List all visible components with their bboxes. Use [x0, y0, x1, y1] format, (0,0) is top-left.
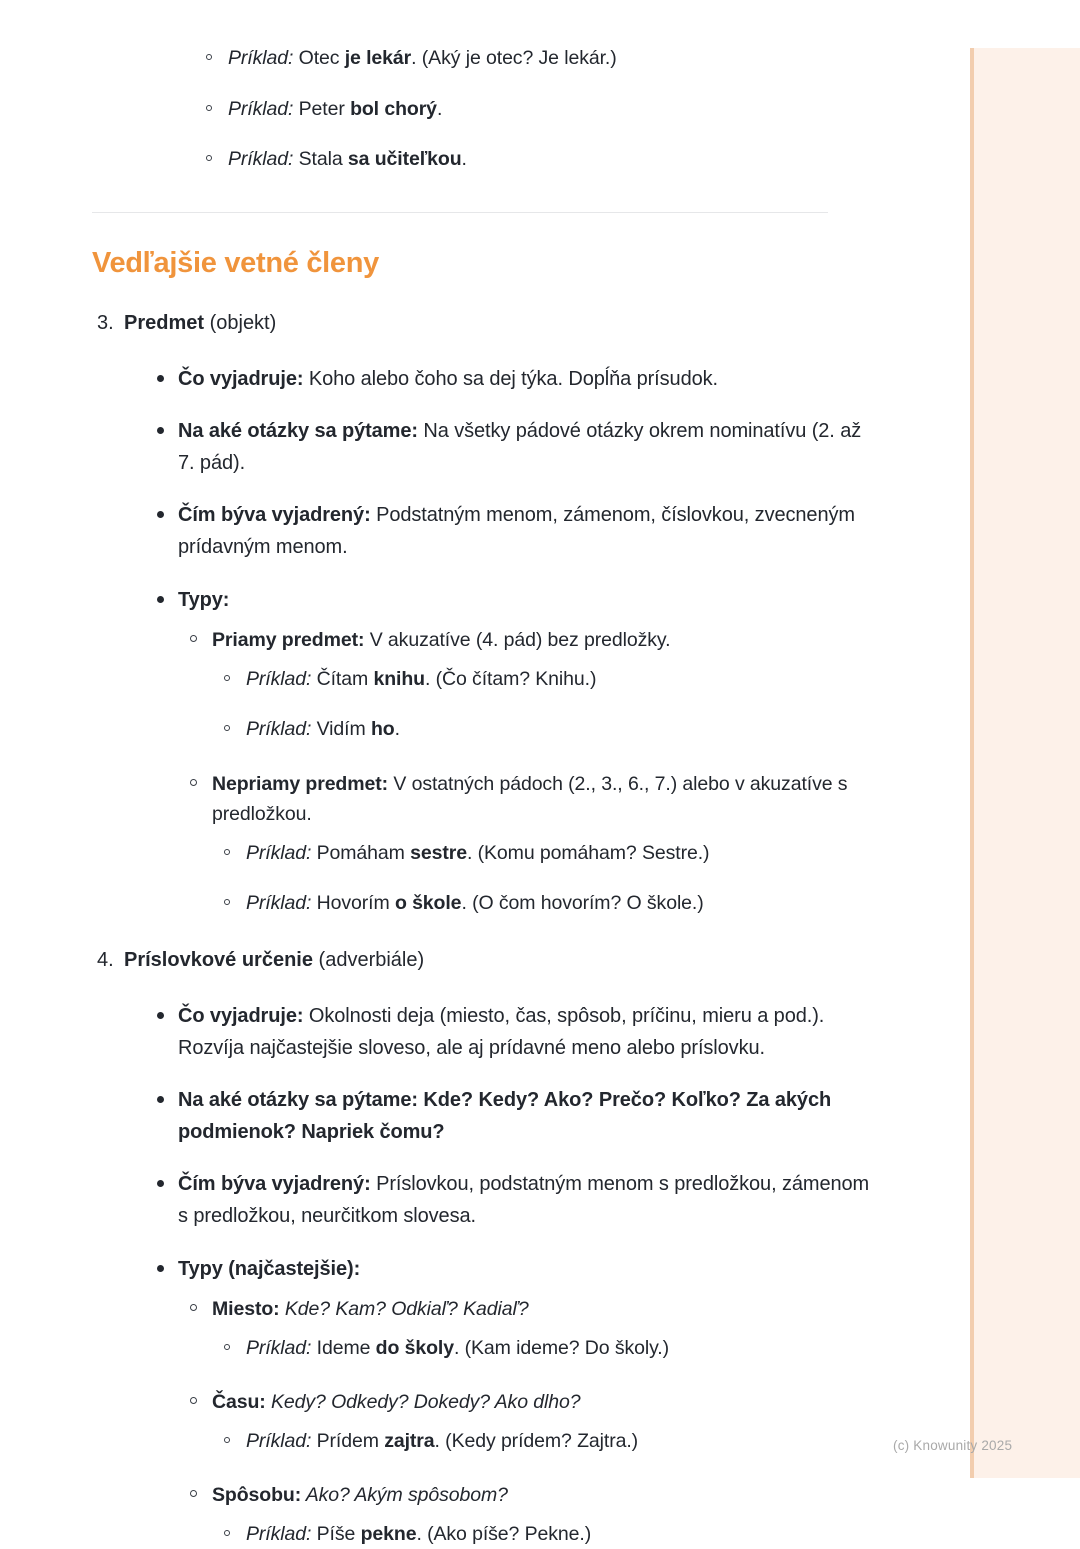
example-text-after: . — [461, 148, 467, 171]
example-text-after: . (Komu pomáham? Sestre.) — [467, 841, 710, 864]
item-title: Predmet — [124, 311, 205, 334]
example-label: Príklad: — [228, 47, 294, 69]
example-item — [220, 1427, 880, 1457]
list-item — [92, 308, 880, 919]
subtype-item — [186, 1294, 880, 1363]
bullet-label: Typy: — [178, 588, 230, 611]
bullet-body: Príslovkou, podstatným menom s predložkou, zámenom s predložkou, neurčitkom slovesa. — [178, 1173, 870, 1227]
example-item — [220, 715, 880, 745]
list-number: 4. — [97, 948, 114, 971]
subtype-body: Kde? Kam? Odkiaľ? Kadiaľ? — [279, 1298, 529, 1321]
example-text-after: . (Ako píše? Pekne.) — [416, 1522, 592, 1545]
subtype-label: Času: — [212, 1391, 266, 1414]
bullet-item — [152, 500, 880, 563]
subtype-body: V akuzatíve (4. pád) bez predložky. — [364, 629, 671, 652]
bullet-label: Na aké otázky sa pýtame: — [178, 420, 418, 443]
item-subtitle: (adverbiále) — [312, 948, 425, 971]
example-label: Príklad: — [228, 97, 294, 120]
example-text-after: . (Kam ideme? Do školy.) — [453, 1336, 670, 1359]
bullet-item — [152, 1254, 880, 1549]
example-text-after: . — [436, 97, 443, 120]
subtype-label: Priamy predmet: — [212, 629, 365, 652]
example-text-before: Peter — [293, 97, 351, 120]
example-list — [220, 839, 880, 919]
example-label: Príklad: — [246, 841, 312, 864]
example-item — [220, 1334, 880, 1364]
bullet-label: Čo vyjadruje: — [178, 1004, 304, 1027]
bullet-body: Na všetky pádové otázky okrem nominatívu (2. až 7. pád). — [178, 420, 862, 474]
example-text-after: . (Čo čítam? Knihu.) — [424, 667, 597, 690]
bullet-body: Koho alebo čoho sa dej týka. Dopĺňa prísudok. — [303, 367, 718, 390]
example-text-after: . (Kedy prídem? Zajtra.) — [434, 1429, 639, 1452]
example-text-after: . (Aký je otec? Je lekár.) — [411, 47, 617, 69]
subtype-item — [186, 625, 880, 745]
example-bold: o škole — [394, 892, 462, 915]
bullet-item — [152, 1169, 880, 1232]
subtype-body: Ako? Akým spôsobom? — [301, 1484, 508, 1507]
bullet-body: Okolnosti deja (miesto, čas, spôsob, príčinu, mieru a pod.). Rozvíja najčastejšie sloveso, ale aj prídavné meno alebo príslovku. — [178, 1004, 825, 1059]
example-label: Príklad: — [246, 1429, 312, 1452]
bullet-label: Na aké otázky sa pýtame: Kde? Kedy? Ako? Prečo? Koľko? Za akých podmienok? Napriek čomu? — [178, 1089, 832, 1143]
example-label: Príklad: — [246, 892, 312, 915]
numbered-list — [92, 308, 880, 1549]
example-label: Príklad: — [246, 1336, 312, 1359]
example-text-before: Prídem — [311, 1429, 385, 1452]
list-number: 3. — [97, 311, 114, 334]
subtype-label: Nepriamy predmet: — [212, 772, 389, 795]
example-text-after: . — [394, 718, 400, 741]
top-examples-list — [202, 44, 880, 175]
bullet-label: Typy (najčastejšie): — [178, 1257, 361, 1280]
bullet-list — [152, 364, 880, 919]
example-text-before: Pomáham — [311, 841, 411, 864]
example-item — [220, 889, 880, 919]
example-bold: ho — [370, 718, 395, 741]
subtype-body: V ostatných pádoch (2., 3., 6., 7.) alebo v akuzatíve s predložkou. — [212, 772, 848, 826]
bullet-item — [152, 364, 880, 396]
example-bold: pekne — [360, 1522, 417, 1545]
example-label: Príklad: — [246, 1522, 312, 1545]
example-label: Príklad: — [228, 148, 294, 171]
example-bold: sa učiteľkou — [347, 148, 462, 171]
decorative-side-strip — [970, 48, 1080, 1478]
bullet-label: Čo vyjadruje: — [178, 367, 304, 390]
example-bold: zajtra — [384, 1429, 435, 1452]
item-subtitle: (objekt) — [204, 311, 277, 334]
subtype-list — [186, 1294, 880, 1549]
example-text-before: Píše — [311, 1522, 361, 1545]
example-text-before: Čítam — [311, 667, 374, 690]
subtype-label: Spôsobu: — [212, 1484, 302, 1507]
example-item — [202, 145, 880, 175]
example-bold: je lekár — [344, 47, 412, 69]
example-list — [220, 1520, 880, 1549]
bullet-body: Podstatným menom, zámenom, číslovkou, zvecneným prídavným menom. — [178, 504, 855, 559]
copyright-watermark: (c) Knowunity 2025 — [893, 1438, 1013, 1453]
example-text-after: . (O čom hovorím? O škole.) — [461, 892, 704, 915]
section-divider — [92, 212, 828, 213]
example-list — [220, 1334, 880, 1364]
bullet-item — [152, 1001, 880, 1064]
example-text-before: Vidím — [311, 718, 371, 741]
example-text-before: Otec — [293, 47, 345, 69]
example-item — [202, 44, 880, 74]
example-label: Príklad: — [246, 667, 312, 690]
bullet-item — [152, 1085, 880, 1148]
example-item — [220, 839, 880, 869]
example-item — [202, 95, 880, 125]
subtype-item — [186, 1387, 880, 1456]
example-list — [220, 665, 880, 745]
example-text-before: Stala — [293, 148, 348, 171]
example-bold: bol chorý — [350, 97, 437, 120]
subtype-body: Kedy? Odkedy? Dokedy? Ako dlho? — [265, 1391, 581, 1414]
page-title: Vedľajšie vetné členy — [92, 246, 379, 279]
example-bold: knihu — [373, 667, 425, 690]
subtype-label: Miesto: — [212, 1298, 280, 1321]
subtype-item — [186, 769, 880, 919]
example-text-before: Ideme — [311, 1336, 376, 1359]
bullet-item — [152, 416, 880, 479]
list-item — [92, 945, 880, 1549]
example-item — [220, 665, 880, 695]
example-bold: do školy — [375, 1336, 454, 1359]
subtype-list — [186, 625, 880, 919]
example-item — [220, 1520, 880, 1549]
example-text-before: Hovorím — [311, 892, 395, 915]
example-list — [220, 1427, 880, 1457]
bullet-item — [152, 585, 880, 919]
example-label: Príklad: — [246, 718, 312, 741]
bullet-list — [152, 1001, 880, 1549]
subtype-item — [186, 1480, 880, 1549]
bullet-label: Čím býva vyjadrený: — [178, 504, 371, 527]
bullet-label: Čím býva vyjadrený: — [178, 1173, 371, 1196]
item-title: Príslovkové určenie — [124, 948, 313, 971]
example-bold: sestre — [410, 841, 467, 864]
